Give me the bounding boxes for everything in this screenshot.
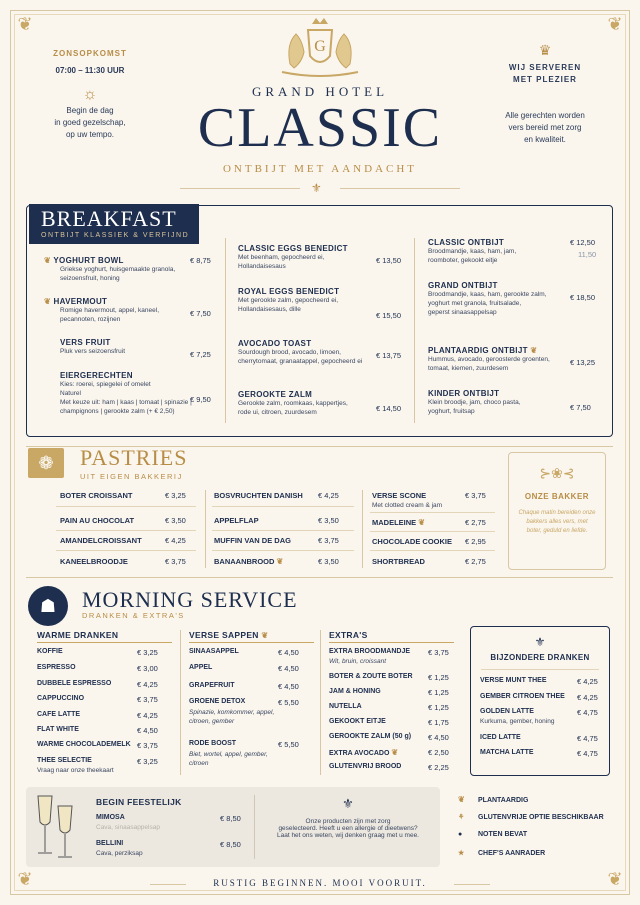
price: € 4,50 — [278, 664, 299, 673]
divider — [56, 530, 196, 531]
divider — [329, 642, 454, 643]
corner-ornament-icon: ❦ — [607, 869, 623, 890]
item-description: Cava, perziksap — [96, 850, 143, 857]
pastry-name: MUFFIN VAN DE DAG — [214, 536, 291, 545]
divider — [212, 550, 354, 551]
divider — [254, 795, 255, 859]
price: € 1,75 — [428, 718, 449, 727]
price: € 7,50 — [190, 309, 211, 318]
pastry-name: CHOCOLADE COOKIE — [372, 537, 453, 546]
breakfast-title: BREAKFAST — [41, 206, 177, 231]
crest-icon: ⚜ — [342, 796, 354, 811]
item-description: Kurkuma, gember, honing — [480, 718, 555, 725]
price: € 2,75 — [465, 557, 486, 566]
menu-item: KINDER ONTBIJT Klein broodje, jam, choco pasta, yoghurt, fruitsap € 7,50 — [428, 389, 591, 415]
pastry-name: APPELFLAP — [214, 516, 259, 525]
price: € 2,25 — [428, 763, 449, 772]
left-text-3: op uw tempo. — [65, 130, 115, 139]
corner-ornament-icon: ❦ — [17, 14, 33, 35]
drink-name: FLAT WHITE — [37, 726, 79, 733]
extra-name: EXTRA AVOCADO — [329, 750, 390, 757]
divider — [370, 550, 495, 551]
price: € 3,25 — [137, 648, 158, 657]
divider — [370, 512, 495, 513]
drink-name: GEMBER CITROEN THEE — [480, 693, 565, 700]
price: € 1,25 — [428, 688, 449, 697]
drink-name: CAPPUCCINO — [37, 695, 85, 702]
pastry-name: VERSE SCONE — [372, 491, 427, 500]
baker-text: Chaque matin bereiden onze — [518, 510, 596, 516]
legend: ❦ PLANTAARDIG ⚘ GLUTENVRIJE OPTIE BESCHIKBAAR ● NOTEN BEVAT ★ CHEF'S AANRADER — [458, 795, 604, 857]
price: € 4,25 — [577, 677, 598, 686]
menu-item: GEROOKTE ZALM Gerookte zalm, roomkaas, kappertjes, rode ui, citroen, zuurdesem € 14,50 — [238, 390, 402, 416]
menu-item: PLANTAARDIG ONTBIJT ❦ Hummus, avocado, geroosterde groenten, tomaat, kiemen, zuurdesem € 13,25 — [428, 346, 596, 372]
right-text-2: vers bereid met zorg — [508, 123, 582, 132]
drink-name: MATCHA LATTE — [480, 749, 534, 756]
price: € 3,25 — [165, 491, 186, 500]
divider — [56, 506, 196, 507]
crown-icon: ♛ — [538, 42, 552, 58]
drink-name: MIMOSA — [96, 814, 125, 821]
leaf-icon: ❦ — [261, 631, 269, 640]
pastry-name: MADELEINE — [372, 518, 417, 527]
price: € 4,25 — [165, 536, 186, 545]
item-description: Cava, sinaasappelsap — [96, 824, 160, 831]
leaf-icon: ❦ — [458, 795, 465, 804]
menu-item: CLASSIC ONTBIJT Broodmandje, kaas, ham, jam, roomboter, gekookt eitje € 12,50 11,50 — [428, 238, 597, 264]
price: € 4,25 — [137, 711, 158, 720]
extra-name: GEKOOKT EITJE — [329, 718, 386, 725]
price: € 3,50 — [165, 516, 186, 525]
left-text-1: Begin de dag — [66, 106, 114, 115]
menu-item: EIERGERECHTEN Kies: roerei, spiegelei of omelet Naturel Met keuze uit: ham | kaas | tomaat | spinazie | champignons | gerookte zalm (+ € 2,50) € 9,50 — [60, 371, 211, 415]
price: € 7,50 — [570, 403, 591, 412]
price: € 14,50 — [376, 404, 402, 413]
price: € 9,50 — [190, 395, 211, 404]
serve-line-2: MET PLEZIER — [513, 75, 577, 84]
pastry-name: PAIN AU CHOCOLAT — [60, 516, 135, 525]
price: € 4,50 — [137, 726, 158, 735]
star-icon: ★ — [458, 850, 465, 857]
leaf-icon: ❦ — [44, 297, 52, 306]
nut-icon: ● — [458, 831, 463, 838]
extras-header: EXTRA'S — [329, 630, 368, 640]
divider — [225, 238, 226, 423]
pastry-name: KANEELBROODJE — [60, 557, 128, 566]
fleur-icon: ⚜ — [311, 181, 322, 195]
sunrise-title: ZONSOPKOMST — [53, 49, 127, 58]
price: € 8,75 — [190, 256, 211, 265]
price: € 1,25 — [428, 673, 449, 682]
svg-text:G: G — [314, 38, 326, 55]
item-description: citroen, gember — [189, 718, 235, 725]
divider — [481, 669, 599, 670]
price: € 4,75 — [577, 734, 598, 743]
price: € 4,50 — [428, 733, 449, 742]
price: € 3,75 — [165, 557, 186, 566]
price: € 13,50 — [376, 256, 402, 265]
pastry-name: BOTER CROISSANT — [60, 491, 133, 500]
price: € 12,50 — [570, 238, 596, 247]
extra-name: GLUTENVRIJ BROOD — [329, 763, 402, 770]
divider — [180, 188, 300, 189]
menu-item: AVOCADO TOAST Sourdough brood, avocado, limoen, cherrytomaat, granaatappel, gepocheerd ei € 13,75 — [238, 339, 402, 365]
drink-name: RODE BOOST — [189, 740, 237, 747]
price: € 4,50 — [278, 682, 299, 691]
item-description: citroen — [189, 760, 209, 767]
price: € 18,50 — [570, 293, 596, 302]
pastries-title: PASTRIES — [80, 445, 188, 470]
hotel-crest-icon — [272, 14, 368, 80]
baker-text: boter, geduld en liefde. — [526, 528, 588, 534]
baker-title: ONZE BAKKER — [524, 492, 590, 501]
item-description: Biet, wortel, appel, gember, — [189, 751, 268, 758]
drink-name: GROENE DETOX — [189, 698, 246, 705]
price: € 4,25 — [137, 680, 158, 689]
price: € 3,00 — [137, 664, 158, 673]
pastry-name: AMANDELCROISSANT — [60, 536, 142, 545]
divider — [362, 490, 363, 568]
leaf-icon: ❦ — [530, 346, 538, 355]
ornament-icon: ⊱❀⊰ — [539, 465, 575, 481]
right-text-1: Alle gerechten worden — [505, 111, 585, 120]
drink-name: SINAASAPPEL — [189, 648, 239, 655]
special-drinks-header: BIJZONDERE DRANKEN — [490, 653, 590, 662]
price: € 5,50 — [278, 698, 299, 707]
divider — [370, 531, 495, 532]
divider — [340, 188, 460, 189]
drink-name: GOLDEN LATTE — [480, 708, 534, 715]
item-description: Met clotted cream & jam — [372, 502, 443, 509]
drink-name: GRAPEFRUIT — [189, 682, 235, 689]
pastries-subtitle: UIT EIGEN BAKKERIJ — [80, 472, 183, 481]
drink-name: BELLINI — [96, 840, 124, 847]
price: € 3,75 — [318, 536, 339, 545]
leaf-icon: ❦ — [418, 518, 425, 527]
price: € 3,75 — [137, 695, 158, 704]
price: € 3,50 — [318, 557, 339, 566]
divider — [414, 238, 415, 423]
extra-name: EXTRA BROODMANDJE — [329, 648, 411, 655]
leaf-icon: ❦ — [276, 557, 284, 566]
price: € 8,50 — [220, 814, 241, 823]
pastry-name: BANAANBROOD — [214, 557, 275, 566]
price: € 7,25 — [190, 350, 211, 359]
menu-item: ❦ YOGHURT BOWL Griekse yoghurt, huisgemaakte granola, seizoensfruit, honing € 8,75 — [44, 256, 211, 282]
item-description: Wit, bruin, croissant — [329, 658, 387, 665]
allergy-note: ⚜ Onze producten zijn met zorg geselecteerd. Heeft u een allergie of dieetwens? Laat het ons weten, wij denken graag met u mee. — [262, 796, 434, 839]
baker-box — [508, 452, 606, 570]
item-description: Vraag naar onze theekaart — [37, 767, 114, 774]
extra-name: JAM & HONING — [329, 688, 381, 695]
footer-tagline: RUSTIG BEGINNEN. MOOI VOORUIT. — [213, 878, 427, 888]
drink-name: APPEL — [189, 664, 213, 671]
price: € 3,75 — [428, 648, 449, 657]
menu-item: VERS FRUIT Pluk vers seizoensfruit € 7,25 — [60, 338, 211, 359]
leaf-icon: ❦ — [391, 748, 399, 757]
price: € 13,75 — [376, 351, 402, 360]
price: € 3,75 — [465, 491, 486, 500]
price: € 3,75 — [137, 741, 158, 750]
price: € 3,50 — [318, 516, 339, 525]
extra-name: GEROOKTE ZALM (50 g) — [329, 733, 412, 740]
price: € 2,95 — [465, 537, 486, 546]
corner-ornament-icon: ❦ — [17, 869, 33, 890]
warm-drinks-header: WARME DRANKEN — [37, 630, 119, 640]
drink-name: WARME CHOCOLADEMELK — [37, 741, 131, 748]
price: € 4,25 — [318, 491, 339, 500]
divider — [37, 642, 172, 643]
extra-name: BOTER & ZOUTE BOTER — [329, 673, 413, 680]
drink-name: THEE SELECTIE — [37, 757, 92, 764]
drink-name: VERSE MUNT THEE — [480, 677, 547, 684]
serve-line-1: WIJ SERVEREN — [508, 63, 582, 72]
leaf-icon: ❦ — [44, 256, 52, 265]
price: € 5,50 — [278, 740, 299, 749]
price: € 4,75 — [577, 708, 598, 717]
drink-name: CAFE LATTE — [37, 711, 81, 718]
menu-item: GRAND ONTBIJT Broodmandje, kaas, ham, gerookte zalm, yoghurt met granola, fruitsalade, geperst sinaasappelsap € 18,50 — [428, 281, 596, 316]
champagne-glasses-icon — [30, 792, 80, 860]
hotel-name-top: GRAND HOTEL — [251, 84, 389, 99]
price: € 4,25 — [577, 693, 598, 702]
item-description: Spinazie, komkommer, appel, — [189, 709, 275, 716]
service-title: MORNING SERVICE — [82, 587, 298, 612]
price: € 4,50 — [278, 648, 299, 657]
ornament-icon: ⚜ — [534, 635, 546, 649]
special-drinks-box — [470, 626, 610, 776]
hotel-tagline: ONTBIJT MET AANDACHT — [222, 163, 418, 175]
cloche-icon: ☗ — [28, 586, 68, 626]
breakfast-subtitle: ONTBIJT KLASSIEK & VERFIJND — [41, 232, 190, 239]
price: € 2,75 — [465, 518, 486, 527]
price: € 8,50 — [220, 840, 241, 849]
breakfast-header — [29, 204, 199, 244]
divider — [205, 490, 206, 568]
wheat-icon: ⚘ — [458, 814, 465, 821]
divider — [56, 550, 196, 551]
festive-title: BEGIN FEESTELIJK — [96, 797, 182, 807]
divider — [180, 630, 181, 775]
pastry-name: SHORTBREAD — [372, 557, 425, 566]
price: € 3,25 — [137, 757, 158, 766]
divider — [212, 530, 354, 531]
divider — [212, 506, 354, 507]
extra-name: NUTELLA — [329, 703, 362, 710]
pastry-icon: ❁ — [28, 448, 64, 478]
sun-icon: ☼ — [82, 86, 98, 103]
price: 11,50 — [578, 250, 597, 259]
menu-item: ❦ HAVERMOUT Romige havermout, appel, kaneel, pecannoten, rozijnen € 7,50 — [44, 297, 211, 323]
price: € 1,25 — [428, 703, 449, 712]
corner-ornament-icon: ❦ — [607, 14, 623, 35]
service-subtitle: DRANKEN & EXTRA'S — [82, 611, 185, 620]
drink-name: ICED LATTE — [480, 734, 521, 741]
divider — [189, 642, 314, 643]
drink-name: DUBBELE ESPRESSO — [37, 680, 112, 687]
price: € 13,25 — [570, 358, 596, 367]
price: € 15,50 — [376, 311, 402, 320]
left-text-2: in goed gezelschap, — [54, 118, 126, 127]
drink-name: ESPRESSO — [37, 664, 76, 671]
menu-item: CLASSIC EGGS BENEDICT Met beenham, gepocheerd ei, Hollandaisesaus € 13,50 — [238, 244, 402, 270]
opening-hours: 07:00 – 11:30 UUR — [55, 66, 125, 75]
price: € 4,75 — [577, 749, 598, 758]
divider — [320, 630, 321, 775]
baker-text: bakkers alles vers, met — [526, 519, 588, 525]
price: € 2,50 — [428, 748, 449, 757]
juices-header: VERSE SAPPEN — [189, 630, 259, 640]
menu-item: ROYAL EGGS BENEDICT Met gerookte zalm, gepocheerd ei, Hollandaisesaus, dille € 15,50 — [238, 287, 402, 320]
pastry-name: BOSVRUCHTEN DANISH — [214, 491, 303, 500]
hotel-name-main: CLASSIC — [197, 97, 443, 159]
right-text-3: en kwaliteit. — [524, 135, 566, 144]
drink-name: KOFFIE — [37, 648, 63, 655]
